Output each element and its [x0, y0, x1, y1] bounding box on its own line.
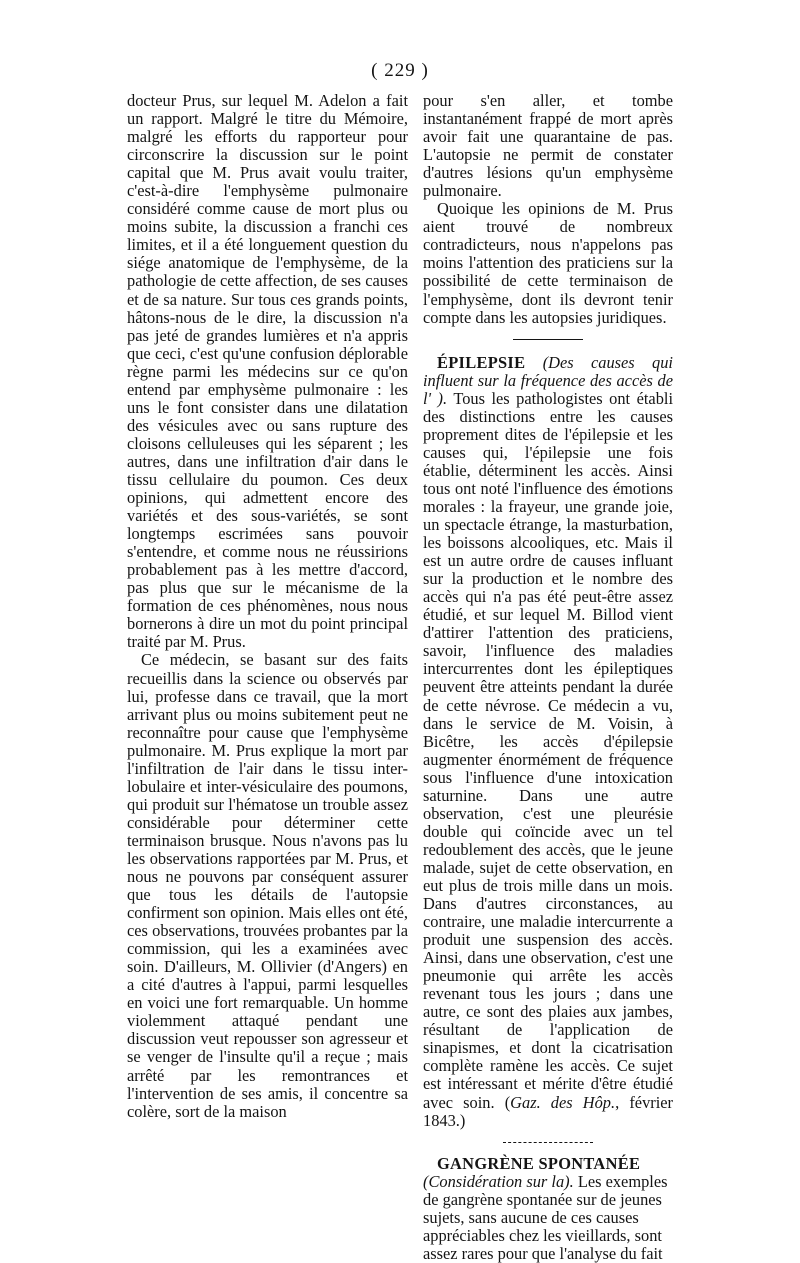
gangrene-heading: GANGRÈNE SPONTANÉE — [437, 1153, 641, 1173]
right-paragraph-2: Quoique les opinions de M. Prus aient trouvé de nombreux contradicteurs, nous n'appelons pas moins l'attention des praticiens sur la possibilité de cette terminaison de l'emphysème, dont ils devront tenir compte dans les autopsies juridiques. — [423, 199, 673, 327]
right-paragraph-1: pour s'en aller, et tombe instantanément frappé de mort après avoir fait une quarantaine de pas. L'autopsie ne permit de constater d'autres lésions qu'un emphysème pulmonaire. — [423, 91, 673, 201]
gangrene-subtitle: (Considération sur la). — [423, 1171, 574, 1191]
section-divider — [513, 339, 583, 340]
page-number: ( 229 ) — [371, 60, 429, 81]
epilepsie-section — [423, 354, 673, 1130]
left-column — [127, 92, 408, 1121]
epilepsie-heading: ÉPILEPSIE — [437, 352, 526, 372]
gangrene-body: Les exemples de gangrène spontanée sur de jeunes sujets, sans aucune de ces causes appréciables chez les vieillards, sont assez rares pour que l'analyse du fait — [423, 1171, 668, 1263]
gangrene-section — [423, 1155, 673, 1263]
citation-date: , février 1843.) — [423, 1092, 674, 1130]
right-column — [423, 92, 673, 1263]
left-paragraph-1: docteur Prus, sur lequel M. Adelon a fait un rapport. Malgré le titre du Mémoire, malgré les efforts du rapporteur pour circonscrire la discussion sur le point capital que M. Prus avait voulu traiter, c'est-à-dire l'emphysème pulmonaire considéré comme cause de mort plus ou moins subite, la discussion a franchi ces limites, et il a été longuement question du siége anatomique de l'emphysème, de la pathologie de cette affection, de ses causes et de sa nature. Sur tous ces grands points, hâtons-nous de le dire, la discussion n'a pas jeté de grandes lumières et n'a appris que ceci, c'est qu'une confusion déplorable règne parmi les médecins sur ce qu'on entend par emphysème pulmonaire : les uns le font consister dans une dilatation des vésicules avec ou sans rupture des cloisons celluleuses qui les séparent ; les autres, dans une infiltration d'air dans le tissu cellulaire du poumon. Ces deux opinions, qui admettent encore des variétés et des sous-variétés, se sont longtemps escrimées sans pouvoir s'entendre, et comme nous ne réussirions probablement pas à les mettre d'accord, pas plus que sur le mécanisme de la formation de ces phénomènes, nous nous bornerons à dire un mot du point principal traité par M. Prus. — [127, 91, 408, 652]
citation-open: ( — [494, 1092, 511, 1112]
section-divider-dotted — [503, 1142, 593, 1143]
epilepsie-body: Tous les pathologistes ont établi des distinctions entre les causes proprement dites de l'épilepsie et les causes qui, l'épilepsie une fois établie, déterminent les accès. Ainsi tous ont noté l'influence des émotions morales : la frayeur, une grande joie, un spectacle étrange, la masturbation, les boissons alcooliques, etc. Mais il est un autre ordre de causes influant sur la production et le nombre des accès qui n'a pas été peut-être assez étudié, et sur lequel M. Billod vient d'attirer l'attention des praticiens, savoir, l'influence des maladies intercurrentes dont les épileptiques peuvent être atteints pendant la durée de cette névrose. Ce médecin a vu, dans le service de M. Voisin, à Bicêtre, les accès d'épilepsie augmenter énormément de fréquence sous l'influence d'une intoxication saturnine. Dans une autre observation, c'est une pleurésie double qui coïncide avec un tel redoublement des accès, que le jeune malade, sujet de cette observation, en eut plus de trois mille dans un mois. Dans d'autres circonstances, au contraire, une maladie intercurrente a produit une suspension des accès. Ainsi, dans une observation, c'est une pneumonie qui arrête les accès revenant tous les jours ; dans une autre, ce sont des plaies aux jambes, résultant de l'application de sinapismes, et dont la cicatrisation complète ramène les accès. Ce sujet est intéressant et mérite d'être étudié avec soin. — [423, 388, 674, 1112]
left-paragraph-2: Ce médecin, se basant sur des faits recueillis dans la science ou observés par lui, professe dans ce travail, que la mort arrivant plus ou moins subitement peut ne reconnaître pour cause que l'emphysème pulmonaire. M. Prus explique la mort par l'infiltration de l'air dans le tissu inter-lobulaire et inter-vésiculaire des poumons, qui produit sur l'hématose un trouble assez considérable pour déterminer cette terminaison brusque. Nous n'avons pas lu les observations rapportées par M. Prus, et nous ne pouvons par conséquent assurer que tous les détails de l'autopsie confirment son opinion. Mais elles ont été, ces observations, trouvées probantes par la commission, qui les a examinées avec soin. D'ailleurs, M. Ollivier (d'Angers) en a cité d'autres à l'appui, parmi lesquelles en voici une fort remarquable. Un homme violemment attaqué pendant une discussion veut repousser son agresseur et se venger de l'insulte qu'il a reçue ; mais arrêté par les remontrances et l'intervention de ses amis, il concentre sa colère, sort de la maison — [127, 650, 408, 1121]
epilepsie-subtitle: (Des causes qui influent sur la fréquence des accès de l' ). — [423, 352, 673, 408]
citation-source: Gaz. des Hôp. — [510, 1092, 616, 1112]
